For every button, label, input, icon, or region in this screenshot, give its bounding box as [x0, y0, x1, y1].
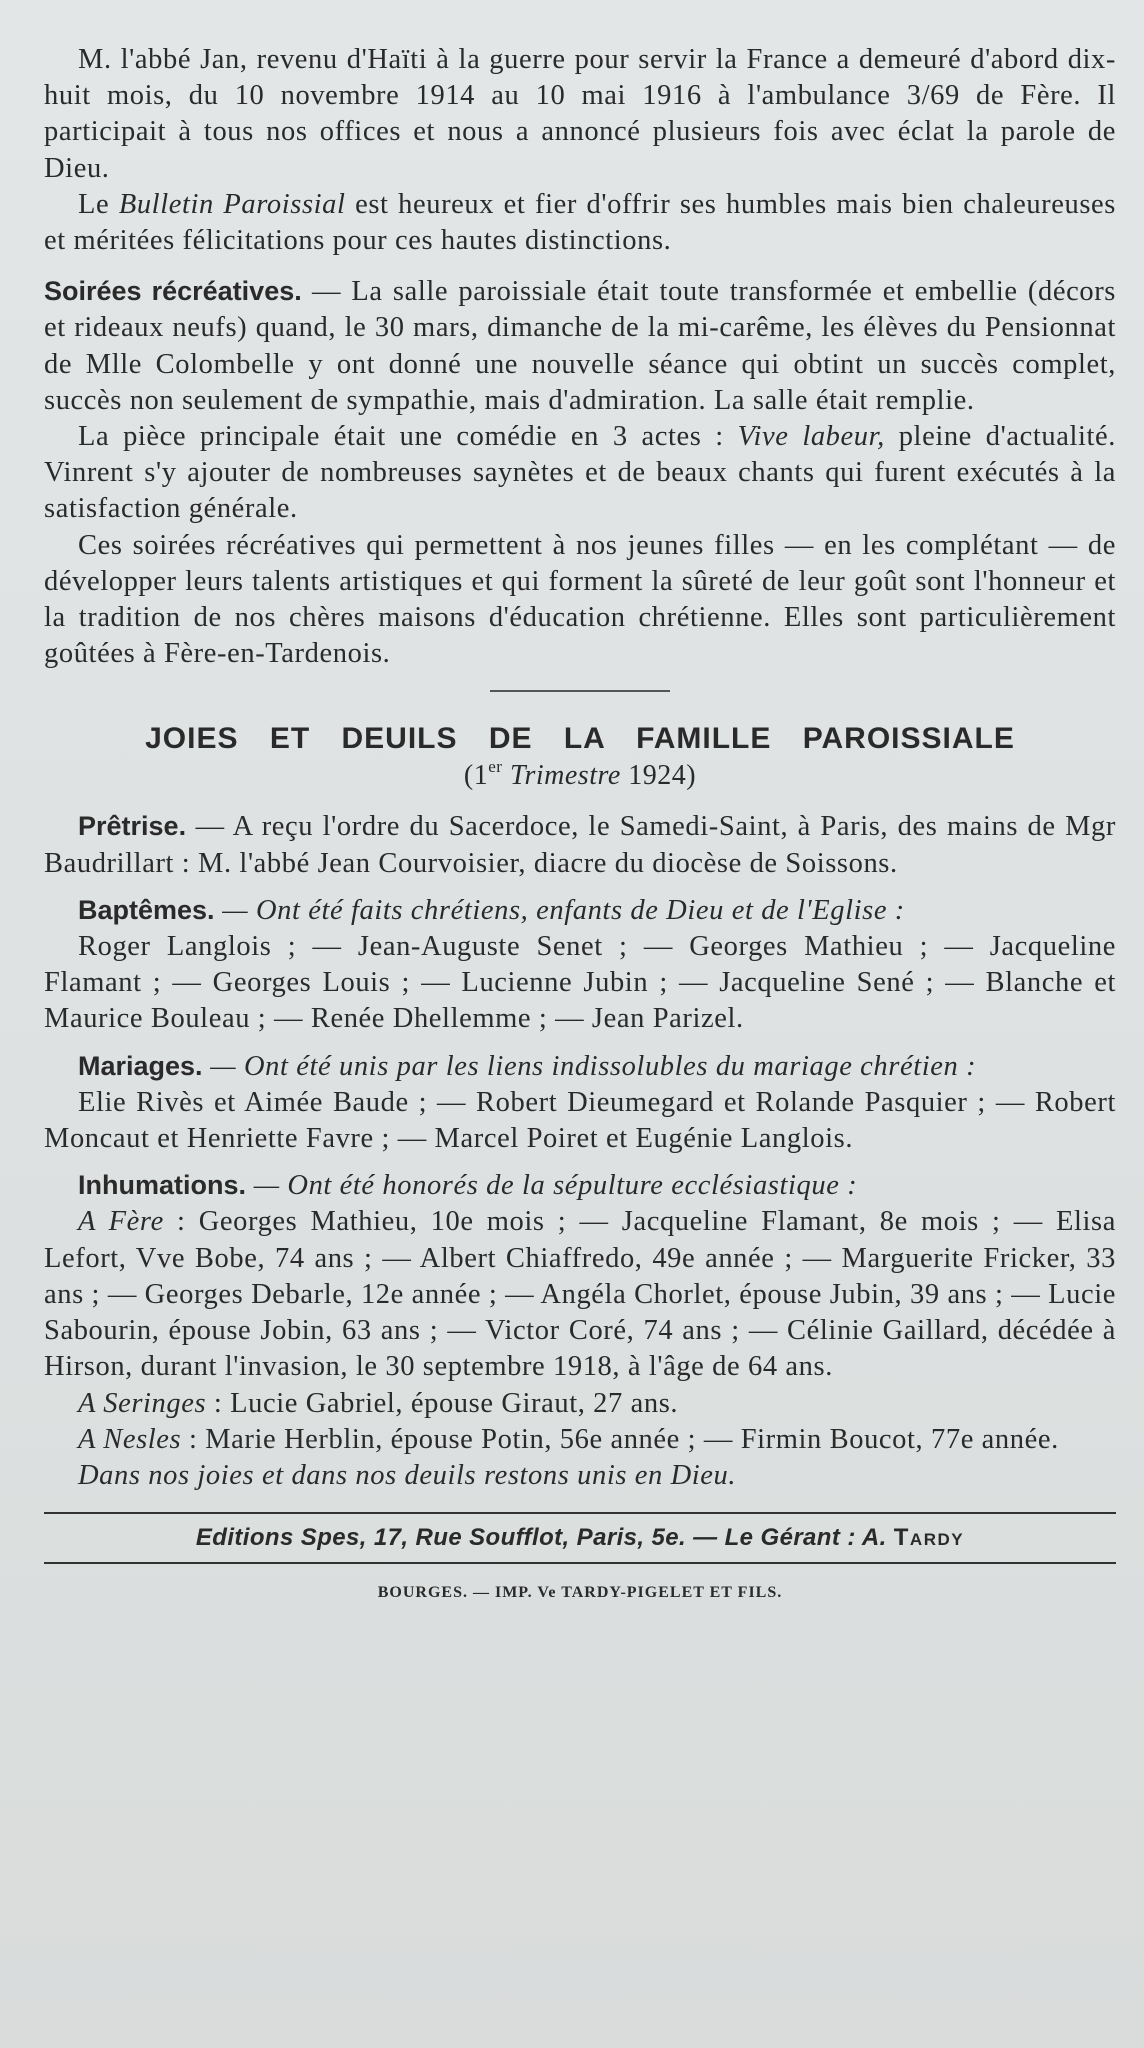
text-run: (1 — [463, 760, 489, 792]
section-subtitle — [44, 757, 1116, 792]
text-run: — Ont été honorés de la sépulture ecclésiastique : — [246, 1170, 858, 1202]
text-run: : Marie Herblin, épouse Potin, 56e année ; — Firmin Boucot, 77e année. — [181, 1423, 1059, 1455]
inhumations-seringes — [44, 1386, 1116, 1422]
footer-rule-top — [44, 1512, 1116, 1514]
baptemes-intro — [44, 892, 1116, 929]
soirees-rubric: Soirées récréatives. — [44, 276, 302, 307]
inhumations-nesles — [44, 1422, 1116, 1458]
mariages-names: Elie Rivès et Aimée Baude ; — Robert Dieumegard et Rolande Pasquier ; — Robert Moncaut et Henriette Favre ; — Marcel Poiret et Eugénie Langlois. — [44, 1086, 1116, 1155]
printer-line: BOURGES. — IMP. Ve TARDY-PIGELET ET FILS. — [377, 1584, 783, 1602]
text-run: — Ont été unis par les liens indissolubles du mariage chrétien : — [202, 1050, 977, 1082]
text-run: pleine d'actualité. Vinrent s'y ajouter de nombreuses saynètes et de beaux chants qui furent exécutés à la satisfaction générale. — [44, 421, 1116, 525]
text-run: : Georges Mathieu, 10e mois ; — Jacqueline Flamant, 8e mois ; — Elisa Lefort, Vve Bobe, 74 ans ; — Albert Chiaffredo, 49e année ; — Marguerite Fricker, 33 ans ; — Georges Debarle, 12e année ; — Angéla Chorlet, épouse Jubin, 39 ans ; — Lucie Sabourin, épouse Jobin, 63 ans ; — Victor Coré, 74 ans ; — Célinie Gaillard, décédée à Hirson, durant l'invasion, le 30 septembre 1918, à l'âge de 64 ans. — [44, 1206, 1116, 1383]
place-label: A Seringes — [78, 1387, 207, 1419]
pretrise-paragraph — [44, 808, 1116, 881]
closing-line — [44, 1458, 1116, 1494]
text-run: 1924) — [620, 760, 697, 792]
section-divider — [490, 690, 670, 692]
place-label: A Fère — [78, 1206, 164, 1238]
play-title: Vive labeur, — [737, 421, 885, 453]
inhumations-fere — [44, 1204, 1116, 1385]
text-run: La pièce principale était une comédie en 3 actes : — [78, 421, 738, 453]
soirees-paragraph — [44, 273, 1116, 419]
text-run: — Ont été faits chrétiens, enfants de Dieu et de l'Eglise : — [214, 894, 905, 926]
pretrise-rubric: Prêtrise. — [78, 811, 187, 842]
inhumations-rubric: Inhumations. — [78, 1170, 246, 1201]
soirees-closing-paragraph: Ces soirées récréatives qui permettent à nos jeunes filles — en les complétant — de développer leurs talents artistiques et qui forment la sûreté de leur goût sont l'honneur et la tradition de nos chères maisons d'éducation chrétienne. Elles sont particulièrement goûtées à Fère-en-Tardenois. — [44, 529, 1116, 670]
text-run: Trimestre — [502, 760, 621, 792]
section-title: JOIES ET DEUILS DE LA FAMILLE PAROISSIALE — [145, 722, 1015, 756]
mariages-intro — [44, 1048, 1116, 1085]
text-run: est heureux et fier d'offrir ses humbles mais bien chaleureuses et méritées félicitations pour ces hautes distinctions. — [44, 188, 1116, 257]
bulletin-title: Bulletin Paroissial — [118, 188, 346, 220]
mariages-rubric: Mariages. — [78, 1050, 203, 1081]
text-run: — A reçu l'ordre du Sacerdoce, le Samedi-Saint, à Paris, des mains de Mgr Baudrillart : M. l'abbé Jean Courvoisier, diacre du diocèse de Soissons. — [44, 811, 1116, 879]
intro-paragraph-abbe-jan: M. l'abbé Jan, revenu d'Haïti à la guerre pour servir la France a demeuré d'abord dix-huit mois, du 10 novembre 1914 au 10 mai 1916 à l'ambulance 3/69 de Fère. Il participait à tous nos offices et nous a annoncé plusieurs fois avec éclat la parole de Dieu. — [44, 44, 1116, 184]
inhumations-intro — [44, 1167, 1116, 1204]
text-run: : Lucie Gabriel, épouse Giraut, 27 ans. — [206, 1387, 679, 1419]
publisher-imprint — [44, 1524, 1116, 1552]
text-run: Dans nos joies et dans nos deuils restons unis en Dieu. — [78, 1459, 737, 1491]
text-run: Le — [78, 188, 119, 220]
baptemes-names: Roger Langlois ; — Jean-Auguste Senet ; — Georges Mathieu ; — Jacqueline Flamant ; — Georges Louis ; — Lucienne Jubin ; — Jacqueline Sené ; — Blanche et Maurice Bouleau ; — Renée Dhellemme ; — Jean Parizel. — [44, 931, 1116, 1035]
soirees-piece-paragraph — [44, 419, 1116, 528]
gerant-name: Tardy — [893, 1524, 965, 1552]
baptemes-rubric: Baptêmes. — [78, 894, 215, 925]
text-run: Editions Spes, 17, Rue Soufflot, Paris, 5e. — Le Gérant : A. — [195, 1524, 894, 1552]
footer-rule-bottom — [44, 1562, 1116, 1564]
superscript: er — [488, 757, 503, 777]
text-run: — La salle paroissiale était toute transformée et embellie (décors et rideaux neufs) quand, le 30 mars, dimanche de la mi-carême, les élèves du Pensionnat de Mlle Colombelle y ont donné une nouvelle séance qui obtint un succès complet, succès non seulement de sympathie, mais d'admiration. La salle était remplie. — [44, 276, 1117, 416]
place-label: A Nesles — [78, 1423, 182, 1455]
intro-paragraph-felicitations — [44, 187, 1116, 259]
